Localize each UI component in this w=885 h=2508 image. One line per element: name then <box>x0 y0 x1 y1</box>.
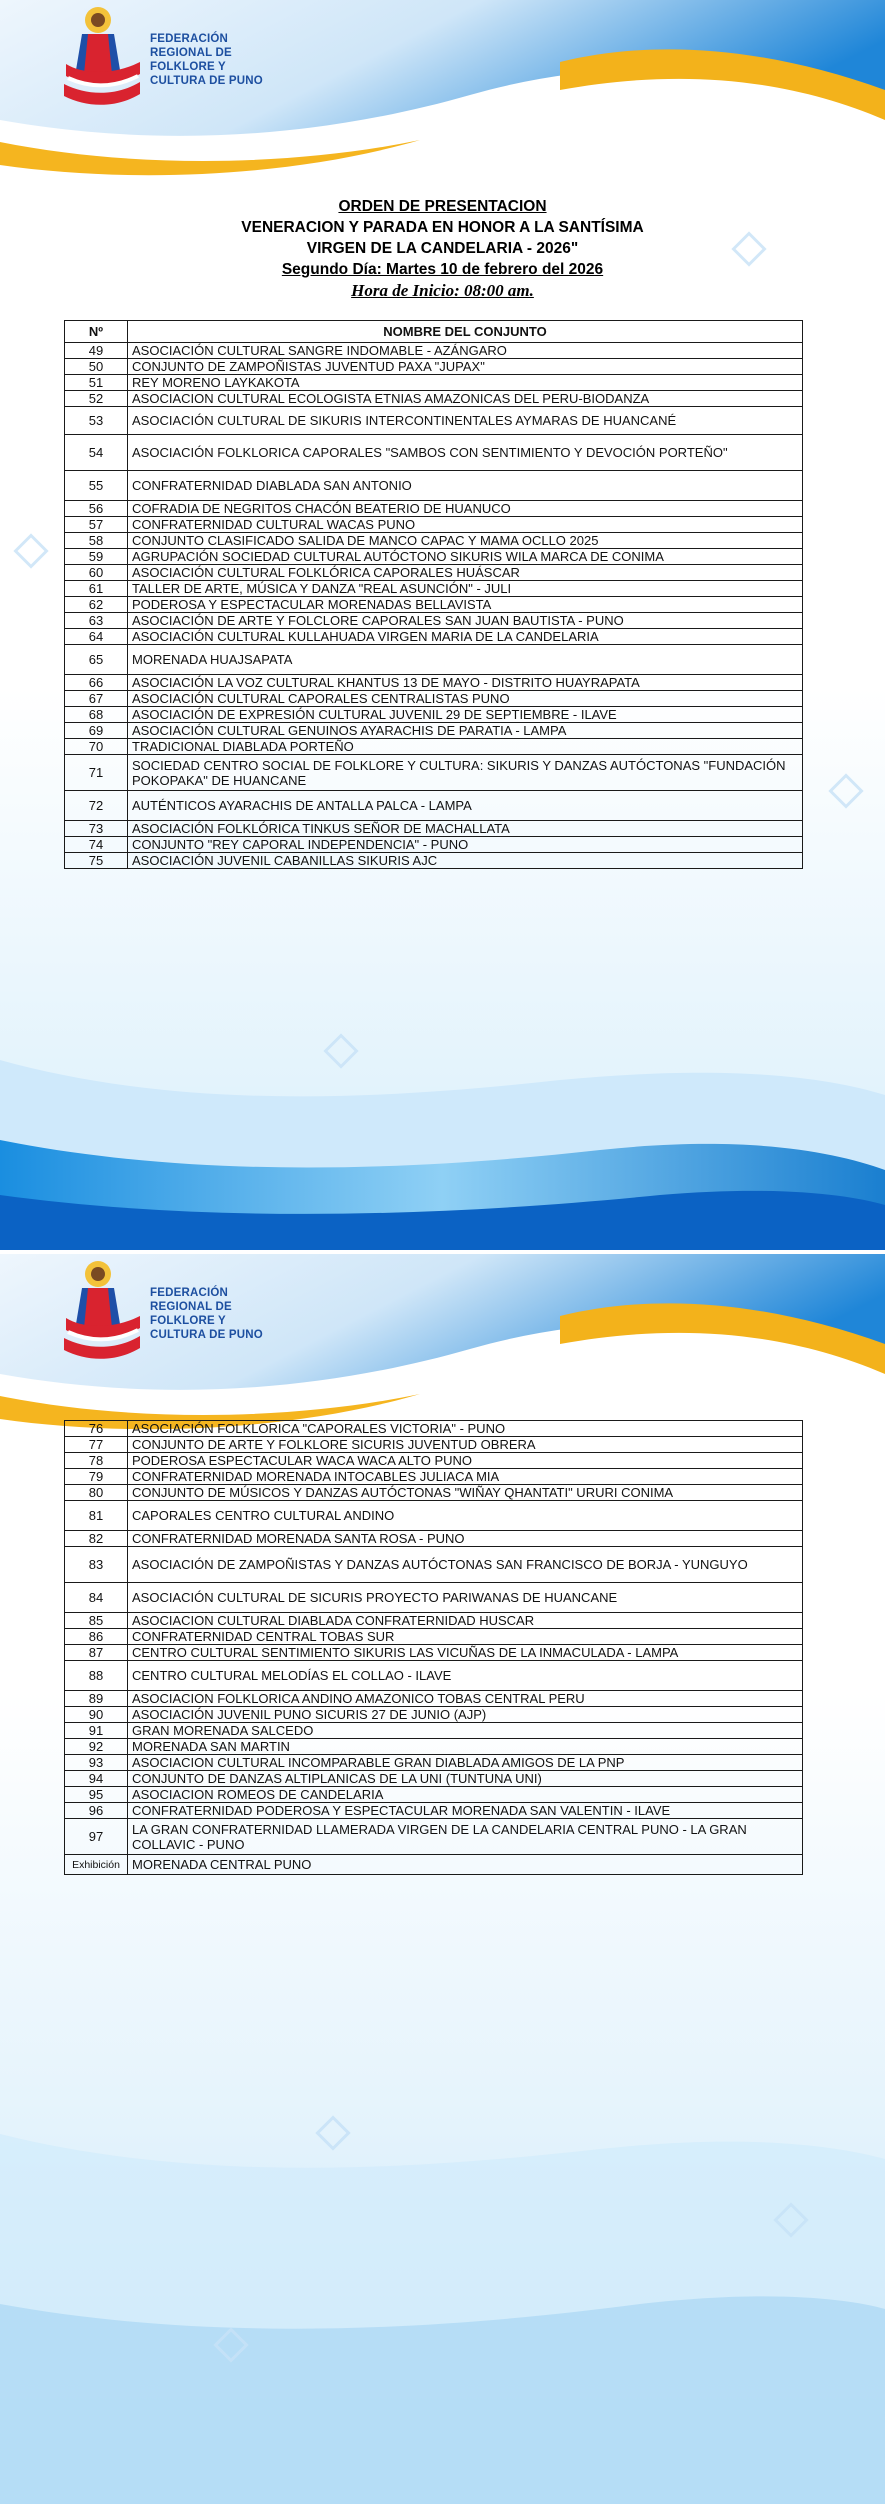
row-number: 66 <box>65 675 128 691</box>
row-number: 77 <box>65 1437 128 1453</box>
row-number: 59 <box>65 549 128 565</box>
table-header-row <box>65 321 803 343</box>
table-row <box>65 1629 803 1645</box>
ensemble-name: ASOCIACIÓN LA VOZ CULTURAL KHANTUS 13 DE MAYO - DISTRITO HUAYRAPATA <box>128 675 803 691</box>
table-row <box>65 533 803 549</box>
row-number: 91 <box>65 1723 128 1739</box>
ensemble-name: MORENADA HUAJSAPATA <box>128 645 803 675</box>
ensemble-name: ASOCIACIÓN FOLKLORICA CAPORALES "SAMBOS CON SENTIMIENTO Y DEVOCIÓN PORTEÑO" <box>128 435 803 471</box>
logo-line-3: FOLKLORE Y <box>150 1315 226 1327</box>
table-row <box>65 597 803 613</box>
row-number: 54 <box>65 435 128 471</box>
table-row <box>65 435 803 471</box>
row-number: 86 <box>65 1629 128 1645</box>
table-row <box>65 581 803 597</box>
table-row <box>65 549 803 565</box>
ensemble-name: ASOCIACIÓN FOLKLÓRICA TINKUS SEÑOR DE MACHALLATA <box>128 821 803 837</box>
table-row <box>65 755 803 791</box>
column-header-number: Nº <box>65 321 128 343</box>
table-row <box>65 343 803 359</box>
row-number: 70 <box>65 739 128 755</box>
ensemble-name: CONFRATERNIDAD MORENADA INTOCABLES JULIACA MIA <box>128 1469 803 1485</box>
row-number: 55 <box>65 471 128 501</box>
table-row <box>65 1531 803 1547</box>
row-number: 79 <box>65 1469 128 1485</box>
ensemble-name: ASOCIACIÓN DE EXPRESIÓN CULTURAL JUVENIL 29 DE SEPTIEMBRE - ILAVE <box>128 707 803 723</box>
ensemble-name: AGRUPACIÓN SOCIEDAD CULTURAL AUTÓCTONO SIKURIS WILA MARCA DE CONIMA <box>128 549 803 565</box>
logo-line-1: FEDERACIÓN <box>150 33 229 45</box>
table-row <box>65 1707 803 1723</box>
ensemble-name: CONJUNTO DE DANZAS ALTIPLANICAS DE LA UNI (TUNTUNA UNI) <box>128 1771 803 1787</box>
ensemble-name: PODEROSA ESPECTACULAR WACA WACA ALTO PUNO <box>128 1453 803 1469</box>
ensemble-name: ASOCIACION CULTURAL INCOMPARABLE GRAN DIABLADA AMIGOS DE LA PNP <box>128 1755 803 1771</box>
row-number: 96 <box>65 1803 128 1819</box>
row-number: 58 <box>65 533 128 549</box>
title-line-virgin: VIRGEN DE LA CANDELARIA - 2026" <box>306 240 579 257</box>
ensemble-name: CENTRO CULTURAL SENTIMIENTO SIKURIS LAS VICUÑAS DE LA INMACULADA - LAMPA <box>128 1645 803 1661</box>
ensemble-name: CONFRATERNIDAD DIABLADA SAN ANTONIO <box>128 471 803 501</box>
table-row <box>65 359 803 375</box>
row-number: 92 <box>65 1739 128 1755</box>
title-line-start-time: Hora de Inicio: 08:00 am. <box>351 281 534 300</box>
row-number: Exhibición <box>65 1855 128 1875</box>
row-number: 97 <box>65 1819 128 1855</box>
row-number: 69 <box>65 723 128 739</box>
table-row <box>65 407 803 435</box>
ensemble-name: CONFRATERNIDAD MORENADA SANTA ROSA - PUNO <box>128 1531 803 1547</box>
federation-logo <box>62 4 292 124</box>
row-number: 75 <box>65 853 128 869</box>
table-row <box>65 1787 803 1803</box>
row-number: 74 <box>65 837 128 853</box>
ensemble-name: ASOCIACIÓN CULTURAL FOLKLÓRICA CAPORALES HUÁSCAR <box>128 565 803 581</box>
ensemble-name: GRAN MORENADA SALCEDO <box>128 1723 803 1739</box>
row-number: 72 <box>65 791 128 821</box>
row-number: 82 <box>65 1531 128 1547</box>
table-row <box>65 1421 803 1437</box>
table-row <box>65 629 803 645</box>
table-row <box>65 1771 803 1787</box>
row-number: 73 <box>65 821 128 837</box>
table-row <box>65 821 803 837</box>
ensemble-name: LA GRAN CONFRATERNIDAD LLAMERADA VIRGEN DE LA CANDELARIA CENTRAL PUNO - LA GRAN COLLAVIC - PUNO <box>128 1819 803 1855</box>
title-line-date: Segundo Día: Martes 10 de febrero del 2026 <box>281 261 604 278</box>
ensemble-name: CONJUNTO DE MÚSICOS Y DANZAS AUTÓCTONAS "WIÑAY QHANTATI" URURI CONIMA <box>128 1485 803 1501</box>
ensemble-name: ASOCIACION ROMEOS DE CANDELARIA <box>128 1787 803 1803</box>
row-number: 52 <box>65 391 128 407</box>
table-row <box>65 1437 803 1453</box>
row-number: 53 <box>65 407 128 435</box>
table-row <box>65 1485 803 1501</box>
federation-logo <box>62 1258 292 1378</box>
table-row <box>65 739 803 755</box>
ensemble-name: CONJUNTO CLASIFICADO SALIDA DE MANCO CAPAC Y MAMA OCLLO 2025 <box>128 533 803 549</box>
row-number: 64 <box>65 629 128 645</box>
table-row <box>65 1453 803 1469</box>
table-row <box>65 1691 803 1707</box>
table-row <box>65 375 803 391</box>
ensemble-name: SOCIEDAD CENTRO SOCIAL DE FOLKLORE Y CULTURA: SIKURIS Y DANZAS AUTÓCTONAS "FUNDACIÓN POKOPAKA" DE HUANCANE <box>128 755 803 791</box>
row-number: 49 <box>65 343 128 359</box>
table-row <box>65 1501 803 1531</box>
table-row <box>65 1803 803 1819</box>
document-title <box>0 196 885 301</box>
row-number: 65 <box>65 645 128 675</box>
table-row <box>65 1661 803 1691</box>
table-row <box>65 471 803 501</box>
ensemble-name: TRADICIONAL DIABLADA PORTEÑO <box>128 739 803 755</box>
ensemble-name: ASOCIACIÓN CULTURAL CAPORALES CENTRALISTAS PUNO <box>128 691 803 707</box>
logo-line-2: REGIONAL DE <box>150 1301 232 1313</box>
table-row <box>65 853 803 869</box>
table-row <box>65 1855 803 1875</box>
ensemble-name: ASOCIACION CULTURAL ECOLOGISTA ETNIAS AMAZONICAS DEL PERU-BIODANZA <box>128 391 803 407</box>
table-row <box>65 707 803 723</box>
ensemble-name: ASOCIACIÓN CULTURAL SANGRE INDOMABLE - AZÁNGARO <box>128 343 803 359</box>
table-row <box>65 675 803 691</box>
ensemble-name: ASOCIACIÓN CULTURAL GENUINOS AYARACHIS DE PARATIA - LAMPA <box>128 723 803 739</box>
row-number: 95 <box>65 1787 128 1803</box>
ensemble-name: CONFRATERNIDAD PODEROSA Y ESPECTACULAR MORENADA SAN VALENTIN - ILAVE <box>128 1803 803 1819</box>
table-row <box>65 517 803 533</box>
row-number: 87 <box>65 1645 128 1661</box>
row-number: 76 <box>65 1421 128 1437</box>
row-number: 81 <box>65 1501 128 1531</box>
table-row <box>65 1469 803 1485</box>
table-row <box>65 1755 803 1771</box>
ensemble-name: ASOCIACIÓN JUVENIL PUNO SICURIS 27 DE JUNIO (AJP) <box>128 1707 803 1723</box>
row-number: 80 <box>65 1485 128 1501</box>
ensemble-name: ASOCIACIÓN CULTURAL KULLAHUADA VIRGEN MARIA DE LA CANDELARIA <box>128 629 803 645</box>
ensemble-name: MORENADA CENTRAL PUNO <box>128 1855 803 1875</box>
logo-line-4: CULTURA DE PUNO <box>150 75 263 87</box>
ensemble-name: ASOCIACION CULTURAL DIABLADA CONFRATERNIDAD HUSCAR <box>128 1613 803 1629</box>
table-row <box>65 1819 803 1855</box>
ensemble-name: CONJUNTO "REY CAPORAL INDEPENDENCIA" - PUNO <box>128 837 803 853</box>
table-row <box>65 791 803 821</box>
table-row <box>65 1645 803 1661</box>
table-row <box>65 1583 803 1613</box>
table-row <box>65 613 803 629</box>
ensemble-name: ASOCIACIÓN DE ARTE Y FOLCLORE CAPORALES SAN JUAN BAUTISTA - PUNO <box>128 613 803 629</box>
row-number: 71 <box>65 755 128 791</box>
ensemble-name: ASOCIACIÓN CULTURAL DE SIKURIS INTERCONTINENTALES AYMARAS DE HUANCANÉ <box>128 407 803 435</box>
presentation-order-table-1 <box>64 320 803 869</box>
title-line-order: ORDEN DE PRESENTACION <box>338 198 547 215</box>
row-number: 56 <box>65 501 128 517</box>
row-number: 85 <box>65 1613 128 1629</box>
ensemble-name: ASOCIACIÓN JUVENIL CABANILLAS SIKURIS AJC <box>128 853 803 869</box>
row-number: 94 <box>65 1771 128 1787</box>
row-number: 90 <box>65 1707 128 1723</box>
ensemble-name: ASOCIACIÓN CULTURAL DE SICURIS PROYECTO PARIWANAS DE HUANCANE <box>128 1583 803 1613</box>
ensemble-name: MORENADA SAN MARTIN <box>128 1739 803 1755</box>
virgin-emblem-icon <box>62 4 142 116</box>
ensemble-name: ASOCIACIÓN FOLKLORICA "CAPORALES VICTORIA" - PUNO <box>128 1421 803 1437</box>
table-row <box>65 565 803 581</box>
table-body-1 <box>65 343 803 869</box>
row-number: 61 <box>65 581 128 597</box>
table-row <box>65 723 803 739</box>
ensemble-name: REY MORENO LAYKAKOTA <box>128 375 803 391</box>
row-number: 57 <box>65 517 128 533</box>
ensemble-name: CENTRO CULTURAL MELODÍAS EL COLLAO - ILAVE <box>128 1661 803 1691</box>
row-number: 88 <box>65 1661 128 1691</box>
ensemble-name: ASOCIACIÓN DE ZAMPOÑISTAS Y DANZAS AUTÓCTONAS SAN FRANCISCO DE BORJA - YUNGUYO <box>128 1547 803 1583</box>
column-header-name: NOMBRE DEL CONJUNTO <box>128 321 803 343</box>
ensemble-name: CONFRATERNIDAD CENTRAL TOBAS SUR <box>128 1629 803 1645</box>
row-number: 83 <box>65 1547 128 1583</box>
row-number: 62 <box>65 597 128 613</box>
title-line-veneration: VENERACION Y PARADA EN HONOR A LA SANTÍSIMA <box>241 219 644 236</box>
table-row <box>65 837 803 853</box>
row-number: 93 <box>65 1755 128 1771</box>
logo-line-2: REGIONAL DE <box>150 47 232 59</box>
ensemble-name: CONJUNTO DE ARTE Y FOLKLORE SICURIS JUVENTUD OBRERA <box>128 1437 803 1453</box>
virgin-emblem-icon <box>62 1258 142 1370</box>
ensemble-name: COFRADIA DE NEGRITOS CHACÓN BEATERIO DE HUANUCO <box>128 501 803 517</box>
table-row <box>65 501 803 517</box>
row-number: 78 <box>65 1453 128 1469</box>
presentation-order-table-2 <box>64 1420 803 1875</box>
ensemble-name: ASOCIACION FOLKLORICA ANDINO AMAZONICO TOBAS CENTRAL PERU <box>128 1691 803 1707</box>
row-number: 50 <box>65 359 128 375</box>
table-body-2 <box>65 1421 803 1875</box>
ensemble-name: CAPORALES CENTRO CULTURAL ANDINO <box>128 1501 803 1531</box>
table-row <box>65 645 803 675</box>
row-number: 67 <box>65 691 128 707</box>
table-row <box>65 1547 803 1583</box>
table-row <box>65 1723 803 1739</box>
table-row <box>65 1739 803 1755</box>
ensemble-name: TALLER DE ARTE, MÚSICA Y DANZA "REAL ASUNCIÓN" - JULI <box>128 581 803 597</box>
row-number: 51 <box>65 375 128 391</box>
ensemble-name: CONFRATERNIDAD CULTURAL WACAS PUNO <box>128 517 803 533</box>
row-number: 84 <box>65 1583 128 1613</box>
logo-line-4: CULTURA DE PUNO <box>150 1329 263 1341</box>
row-number: 68 <box>65 707 128 723</box>
ensemble-name: CONJUNTO DE ZAMPOÑISTAS JUVENTUD PAXA "JUPAX" <box>128 359 803 375</box>
table-row <box>65 1613 803 1629</box>
ensemble-name: AUTÉNTICOS AYARACHIS DE ANTALLA PALCA - LAMPA <box>128 791 803 821</box>
logo-line-3: FOLKLORE Y <box>150 61 226 73</box>
row-number: 63 <box>65 613 128 629</box>
table-row <box>65 391 803 407</box>
document-page-1 <box>0 0 885 1250</box>
row-number: 60 <box>65 565 128 581</box>
table-row <box>65 691 803 707</box>
row-number: 89 <box>65 1691 128 1707</box>
logo-line-1: FEDERACIÓN <box>150 1287 229 1299</box>
ensemble-name: PODEROSA Y ESPECTACULAR MORENADAS BELLAVISTA <box>128 597 803 613</box>
